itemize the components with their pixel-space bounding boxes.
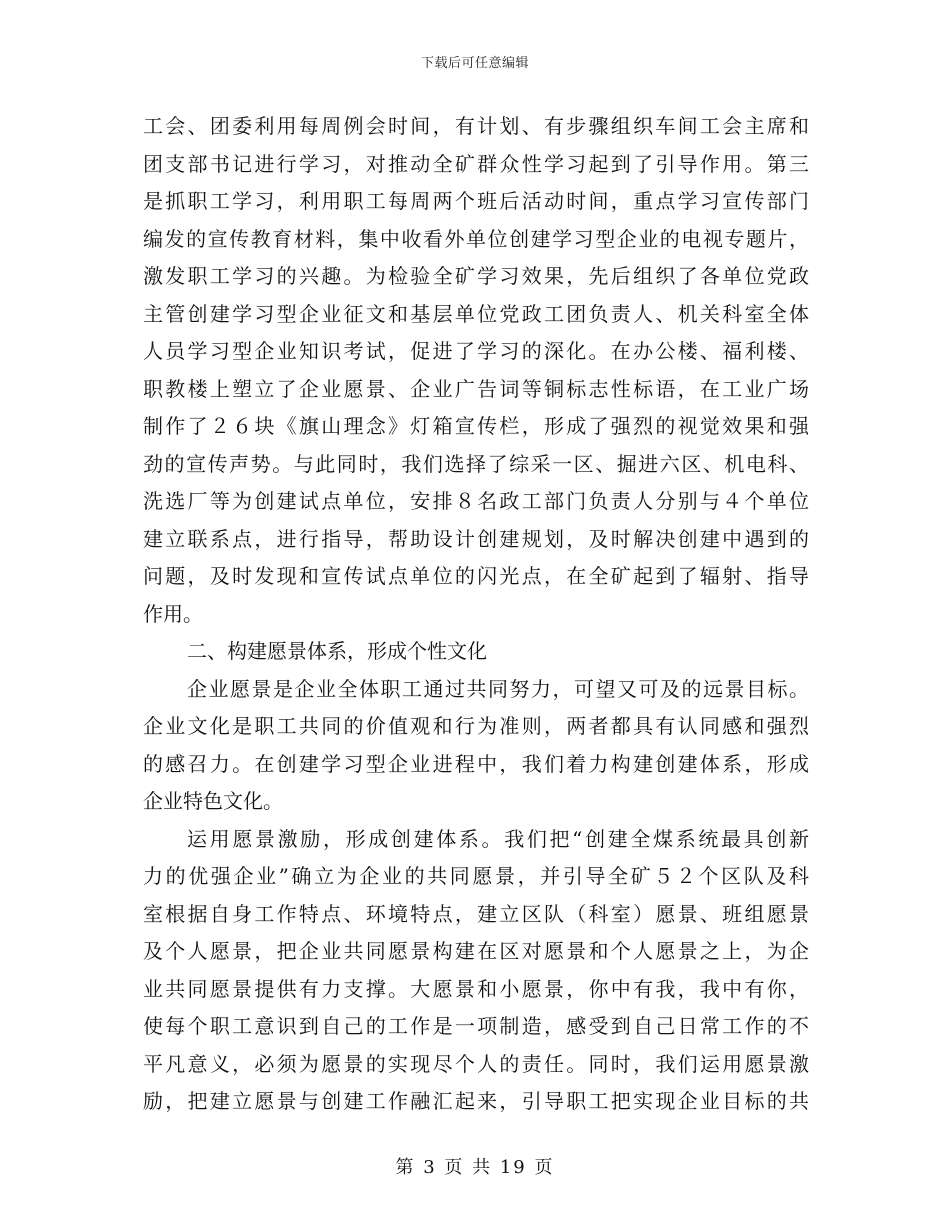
text-line: 制作了２６块《旗山理念》灯箱宣传栏，形成了强烈的视觉效果和强 (143, 414, 809, 438)
text-line: 运用愿景激励，形成创建体系。我们把“创建全煤系统最具创新 (187, 826, 809, 851)
page-header: 下载后可任意编辑 (420, 56, 529, 71)
text-line: 企业愿景是企业全体职工通过共同努力，可望又可及的远景目标。 (187, 676, 809, 701)
text-line: 力的优强企业”确立为企业的共同愿景，并引导全矿５２个区队及科 (143, 864, 809, 888)
document-body (143, 108, 809, 1121)
text-line: 建立联系点，进行指导，帮助设计创建规划，及时解决创建中遇到的 (143, 526, 809, 551)
text-line: 企业文化是职工共同的价值观和行为准则，两者都具有认同感和强烈 (143, 714, 809, 738)
text-line: 人员学习型企业知识考试，促进了学习的深化。在办公楼、福利楼、 (143, 339, 809, 363)
text-line: 的感召力。在创建学习型企业进程中，我们着力构建创建体系，形成 (143, 751, 809, 776)
text-line: 工会、团委利用每周例会时间，有计划、有步骤组织车间工会主席和 (143, 114, 809, 138)
text-line: 团支部书记进行学习，对推动全矿群众性学习起到了引导作用。第三 (143, 151, 809, 176)
text-line: 职教楼上塑立了企业愿景、企业广告词等铜标志性标语，在工业广场 (143, 376, 809, 401)
text-line: 励，把建立愿景与创建工作融汇起来，引导职工把实现企业目标的共 (143, 1089, 809, 1113)
text-line: 洗选厂等为创建试点单位，安排８名政工部门负责人分别与４个单位 (143, 489, 809, 513)
text-line: 企业特色文化。 (143, 789, 283, 813)
text-line: 问题，及时发现和宣传试点单位的闪光点，在全矿起到了辐射、指导 (143, 564, 809, 588)
text-line: 劲的宣传声势。与此同时，我们选择了综采一区、掘进六区、机电科、 (143, 451, 809, 476)
text-line: 及个人愿景，把企业共同愿景构建在区对愿景和个人愿景之上，为企 (143, 939, 809, 963)
text-line: 编发的宣传教育材料，集中收看外单位创建学习型企业的电视专题片， (143, 226, 809, 251)
text-line: 室根据自身工作特点、环境特点，建立区队（科室）愿景、班组愿景 (143, 901, 809, 926)
text-line: 业共同愿景提供有力支撑。大愿景和小愿景，你中有我，我中有你， (143, 976, 809, 1001)
text-line: 主管创建学习型企业征文和基层单位党政工团负责人、机关科室全体 (143, 301, 809, 326)
text-line: 激发职工学习的兴趣。为检验全矿学习效果，先后组织了各单位党政 (143, 264, 809, 288)
text-line: 二、构建愿景体系，形成个性文化 (187, 639, 487, 663)
text-line: 作用。 (143, 601, 203, 626)
page-footer: 第 3 页 共 19 页 (395, 1157, 555, 1178)
text-line: 是抓职工学习，利用职工每周两个班后活动时间，重点学习宣传部门 (143, 189, 809, 213)
text-line: 使每个职工意识到自己的工作是一项制造，感受到自己日常工作的不 (143, 1014, 809, 1038)
text-line: 平凡意义，必须为愿景的实现尽个人的责任。同时，我们运用愿景激 (143, 1051, 809, 1076)
